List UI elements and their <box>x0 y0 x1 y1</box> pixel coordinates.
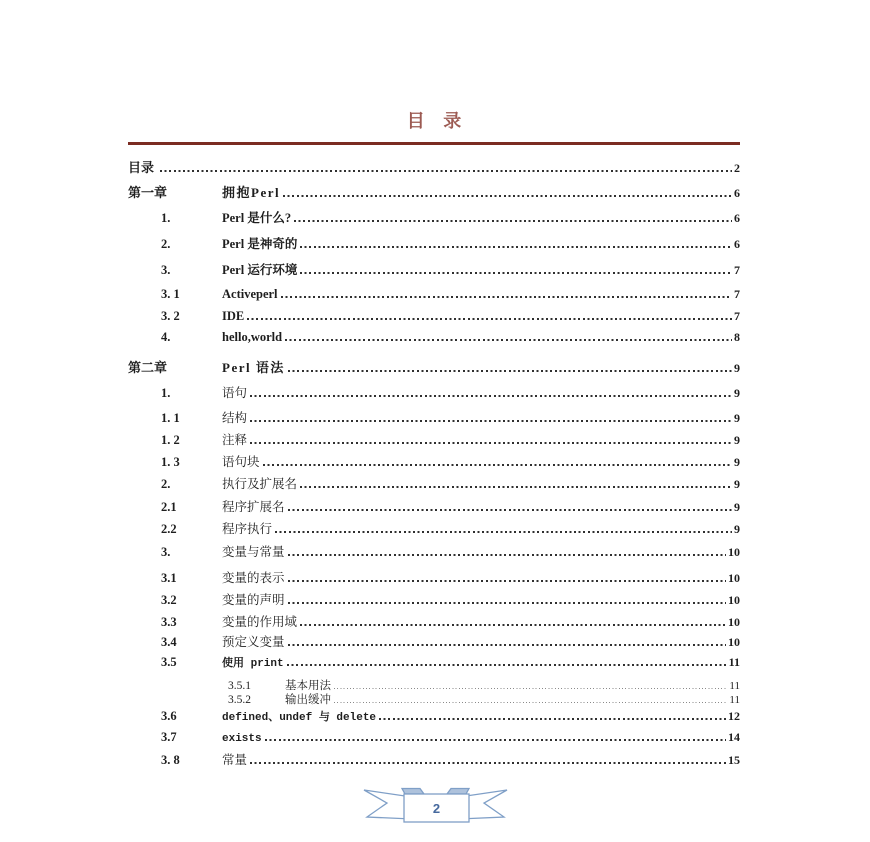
toc-entry-number: 3.2 <box>161 593 177 607</box>
toc-dot-leader <box>285 339 732 342</box>
toc-dot-leader <box>334 688 727 690</box>
toc-page-number: 9 <box>734 361 740 375</box>
toc-entry[interactable] <box>128 430 740 446</box>
page-title: 目 录 <box>406 111 469 131</box>
toc-page-number: 6 <box>734 237 740 251</box>
toc-entry-number: 3.5.1 <box>228 680 251 692</box>
toc-page-number: 10 <box>728 545 740 559</box>
toc-entry[interactable] <box>128 474 740 490</box>
toc-entry-title: Perl 是什么? <box>222 211 292 225</box>
toc-entry[interactable] <box>128 632 740 648</box>
toc-entry-title: hello,world <box>222 330 283 344</box>
toc-entry-number: 3. 2 <box>161 309 180 323</box>
toc-dot-leader <box>250 442 732 445</box>
toc-entry[interactable] <box>128 157 740 173</box>
toc-entry[interactable] <box>128 452 740 468</box>
toc-entry-number: 4. <box>161 330 171 344</box>
toc-entry-number: 3.5.2 <box>228 694 251 706</box>
toc-dot-leader <box>300 624 726 627</box>
toc-entry-title: 结构 <box>222 411 248 425</box>
toc-entry-number: 3.7 <box>161 730 177 744</box>
toc-entry-number: 目录 <box>128 160 155 175</box>
table-of-contents <box>128 157 740 766</box>
toc-page-number: 7 <box>734 263 740 277</box>
toc-entry-title: 语句块 <box>222 455 260 469</box>
toc-entry-number: 2.2 <box>161 522 177 536</box>
toc-dot-leader <box>334 702 727 704</box>
title-rule <box>128 142 740 145</box>
page-number-ribbon <box>362 786 509 824</box>
toc-entry[interactable] <box>128 677 740 691</box>
toc-page-number: 7 <box>734 309 740 323</box>
toc-page-number: 9 <box>734 411 740 425</box>
toc-page-number: 7 <box>734 287 740 301</box>
toc-page-number: 2 <box>734 161 740 175</box>
toc-entry-title: defined、undef 与 delete <box>222 712 377 724</box>
toc-page-number: 9 <box>734 455 740 469</box>
toc-dot-leader <box>275 531 732 534</box>
toc-entry-title: Perl 语法 <box>222 360 285 375</box>
toc-page-number: 11 <box>729 680 740 692</box>
toc-dot-leader <box>294 220 732 223</box>
toc-page-number: 11 <box>728 655 740 669</box>
toc-dot-leader <box>288 370 732 373</box>
toc-entry-title: 常量 <box>222 753 248 767</box>
toc-dot-leader <box>288 580 726 583</box>
toc-entry-number: 2. <box>161 237 171 251</box>
toc-page-number: 15 <box>728 753 740 767</box>
toc-entry-title: 拥抱Perl <box>222 185 281 200</box>
toc-entry-title: 注释 <box>222 433 248 447</box>
toc-entry-number: 3.6 <box>161 709 177 723</box>
toc-page-number: 9 <box>734 433 740 447</box>
toc-entry[interactable] <box>128 383 740 399</box>
toc-entry[interactable] <box>128 691 740 705</box>
toc-entry-title: 变量的表示 <box>222 571 285 585</box>
toc-page-number: 10 <box>728 635 740 649</box>
toc-entry-title: 变量的作用域 <box>222 615 298 629</box>
toc-dot-leader <box>247 318 732 321</box>
footer-page-number: 2 <box>432 801 441 816</box>
toc-entry[interactable] <box>128 408 740 424</box>
toc-entry[interactable] <box>128 612 740 628</box>
toc-entry-number: 3. 8 <box>161 753 180 767</box>
toc-page-number: 8 <box>734 330 740 344</box>
toc-entry-number: 第一章 <box>128 185 168 200</box>
toc-dot-leader <box>287 664 727 667</box>
toc-entry-title: 变量与常量 <box>222 545 285 559</box>
toc-dot-leader <box>250 395 732 398</box>
toc-page-number: 9 <box>734 500 740 514</box>
toc-dot-leader <box>288 644 726 647</box>
toc-dot-leader <box>281 296 732 299</box>
toc-page-number: 14 <box>728 730 740 744</box>
toc-entry-number: 1. 2 <box>161 433 180 447</box>
toc-dot-leader <box>300 246 732 249</box>
toc-page-number: 11 <box>729 694 740 706</box>
toc-entry-title: 变量的声明 <box>222 593 285 607</box>
toc-entry-number: 3.3 <box>161 615 177 629</box>
toc-entry-number: 3.4 <box>161 635 177 649</box>
toc-entry[interactable] <box>128 542 740 558</box>
ribbon-banner-icon <box>362 786 509 824</box>
toc-entry[interactable] <box>128 357 740 373</box>
toc-page-number: 6 <box>734 211 740 225</box>
toc-dot-leader <box>265 739 726 742</box>
toc-entry-number: 3. <box>161 263 171 277</box>
toc-dot-leader <box>250 762 726 765</box>
toc-entry[interactable] <box>128 287 740 303</box>
toc-entry-title: 程序执行 <box>222 522 273 536</box>
toc-dot-leader <box>288 602 726 605</box>
toc-dot-leader <box>263 464 732 467</box>
toc-dot-leader <box>283 195 732 198</box>
toc-entry-title: Perl 运行环境 <box>222 263 298 277</box>
toc-entry[interactable] <box>128 590 740 606</box>
toc-entry[interactable] <box>128 309 740 325</box>
toc-page-number: 10 <box>728 593 740 607</box>
toc-dot-leader <box>250 420 732 423</box>
toc-entry[interactable] <box>128 260 740 276</box>
toc-entry-title: 使用 print <box>222 658 284 670</box>
toc-entry-title: 程序扩展名 <box>222 500 285 514</box>
toc-entry-number: 3.5 <box>161 655 177 669</box>
toc-page-number: 9 <box>734 386 740 400</box>
toc-entry-number: 第二章 <box>128 360 168 375</box>
toc-page-number: 9 <box>734 477 740 491</box>
toc-entry[interactable] <box>128 708 740 724</box>
toc-entry[interactable] <box>128 330 740 346</box>
toc-entry-title: Perl 是神奇的 <box>222 237 298 251</box>
toc-entry-title: Activeperl <box>222 287 278 301</box>
toc-entry-title: 预定义变量 <box>222 635 285 649</box>
toc-entry-title: 语句 <box>222 386 248 400</box>
toc-entry[interactable] <box>128 497 740 513</box>
toc-page-number: 10 <box>728 571 740 585</box>
toc-entry[interactable] <box>128 654 740 670</box>
toc-entry-title: exists <box>222 733 262 745</box>
toc-entry[interactable] <box>128 208 740 224</box>
toc-page-number: 12 <box>728 709 740 723</box>
toc-dot-leader <box>379 718 726 721</box>
toc-page-number: 6 <box>734 186 740 200</box>
toc-entry-number: 3.1 <box>161 571 177 585</box>
toc-entry-number: 3. 1 <box>161 287 180 301</box>
toc-entry-number: 1. 1 <box>161 411 180 425</box>
toc-entry[interactable] <box>128 234 740 250</box>
toc-entry-title: 输出缓冲 <box>285 694 331 706</box>
toc-dot-leader <box>300 272 732 275</box>
toc-entry[interactable] <box>128 730 740 746</box>
toc-dot-leader <box>288 509 732 512</box>
toc-entry-number: 1. <box>161 211 171 225</box>
toc-dot-leader <box>160 170 732 173</box>
toc-entry-number: 2.1 <box>161 500 177 514</box>
toc-entry-number: 1. <box>161 386 171 400</box>
toc-entry[interactable] <box>128 568 740 584</box>
toc-entry[interactable] <box>128 519 740 535</box>
toc-entry-number: 1. 3 <box>161 455 180 469</box>
toc-entry-title: 执行及扩展名 <box>222 477 298 491</box>
toc-entry-title: 基本用法 <box>285 680 331 692</box>
toc-entry-number: 2. <box>161 477 171 491</box>
document-content <box>128 0 740 766</box>
toc-page-number: 10 <box>728 615 740 629</box>
toc-dot-leader <box>300 486 732 489</box>
toc-entry-title: IDE <box>222 309 245 323</box>
toc-entry[interactable] <box>128 750 740 766</box>
toc-dot-leader <box>288 554 726 557</box>
toc-entry-number: 3. <box>161 545 171 559</box>
toc-entry[interactable] <box>128 182 740 198</box>
toc-page-number: 9 <box>734 522 740 536</box>
